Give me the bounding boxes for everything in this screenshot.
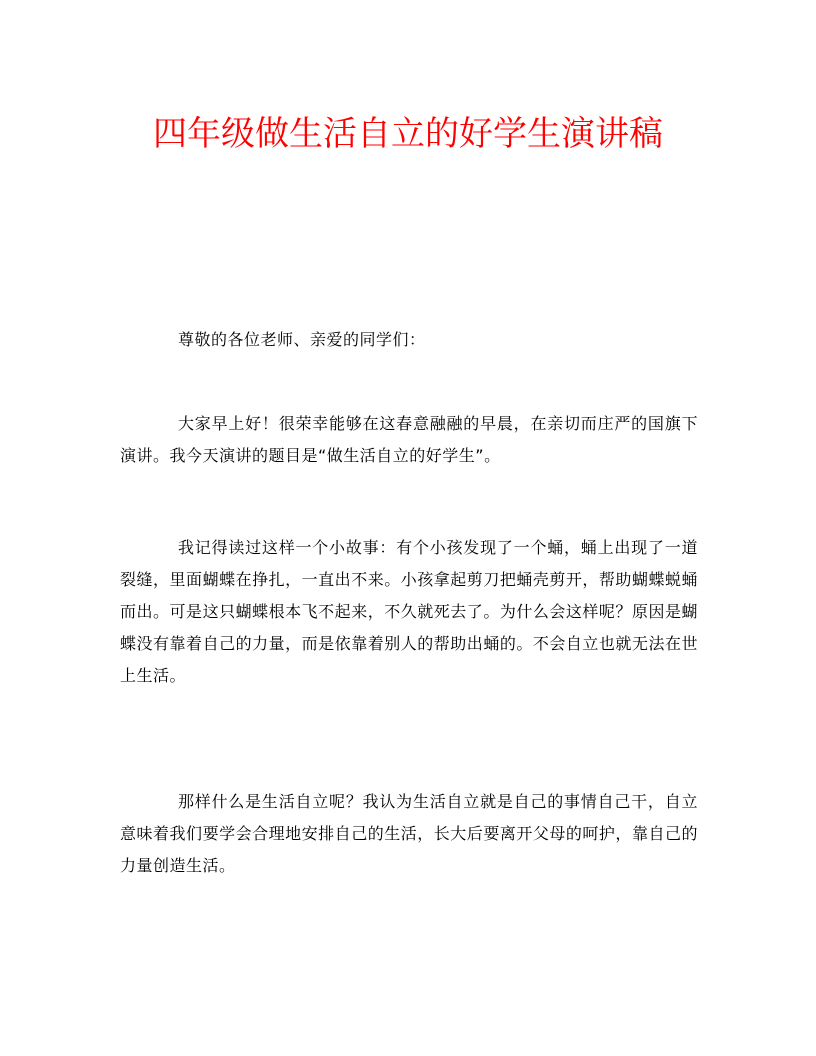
salutation: 尊敬的各位老师、亲爱的同学们： xyxy=(178,330,426,349)
paragraph-1: 大家早上好！很荣幸能够在这春意融融的早晨，在亲切而庄严的国旗下演讲。我今天演讲的题目是“做生活自立的好学生”。 xyxy=(120,414,698,465)
paragraph-3: 那样什么是生活自立呢？我认为生活自立就是自己的事情自己干，自立意味着我们要学会合理地安排自己的生活，长大后要离开父母的呵护，靠自己的力量创造生活。 xyxy=(120,792,698,875)
paragraph-2: 我记得读过这样一个小故事：有个小孩发现了一个蛹，蛹上出现了一道裂缝，里面蝴蝶在挣扎，一直出不来。小孩拿起剪刀把蛹壳剪开，帮助蝴蝶蜕蛹而出。可是这只蝴蝶根本飞不起来，不久就死去了。为什么会这样呢？原因是蝴蝶没有靠着自己的力量，而是依靠着别人的帮助出蛹的。不会自立也就无法在世上生活。 xyxy=(120,538,698,685)
document-title: 四年级做生活自立的好学生演讲稿 xyxy=(153,114,663,154)
